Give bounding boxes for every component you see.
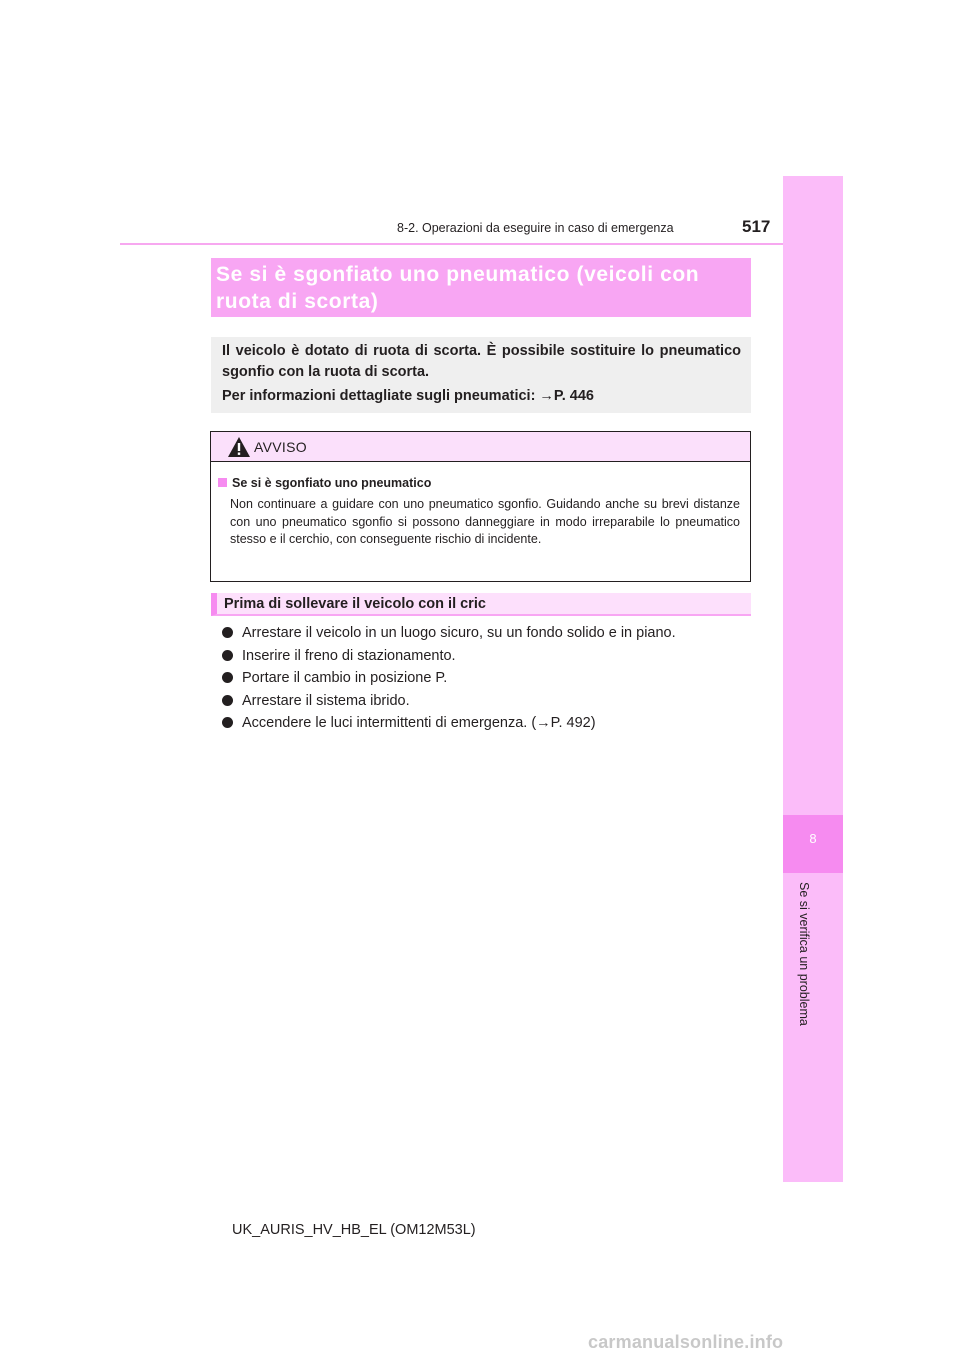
sub-heading — [211, 593, 751, 616]
warning-label: AVVISO — [254, 439, 307, 455]
warning-header — [211, 432, 750, 462]
warning-body: Non continuare a guidare con uno pneumatico sgonfio. Guidando anche su brevi distanze con uno pneumatico sgonfio si possono danneggiare in modo irreparabile lo pneumatico stesso e il cerchio, con conseguente rischio di incidente. — [230, 497, 740, 546]
chapter-label: Se si verifica un problema — [797, 882, 811, 1026]
bullet-dot-icon — [222, 650, 233, 661]
list-item — [222, 713, 676, 736]
list-item — [222, 623, 676, 646]
chapter-number: 8 — [809, 831, 817, 846]
list-item — [222, 691, 676, 714]
list-item-text: Arrestare il sistema ibrido. — [242, 692, 410, 709]
footer-code: UK_AURIS_HV_HB_EL (OM12M53L) — [232, 1222, 476, 1238]
warning-triangle-icon — [227, 436, 251, 458]
page-number: 517 — [742, 217, 771, 236]
list-item — [222, 668, 676, 691]
page-title-box — [211, 258, 751, 317]
chapter-side-tab[interactable] — [783, 176, 843, 1182]
chapter-number-tab — [783, 815, 843, 873]
intro-reference: Per informazioni dettagliate sugli pneumatici: →P. 446 — [222, 388, 594, 404]
list-item-text: Portare il cambio in posizione P. — [242, 670, 448, 686]
list-item-text: Arrestare il veicolo in un luogo sicuro, su un fondo solido e in piano. — [242, 625, 676, 641]
section-header: 8-2. Operazioni da eseguire in caso di emergenza — [397, 221, 674, 235]
bullet-dot-icon — [222, 717, 233, 728]
watermark[interactable]: carmanualsonline.info — [588, 1332, 784, 1352]
intro-box — [211, 337, 751, 413]
bullet-dot-icon — [222, 627, 233, 638]
warning-item-title — [218, 476, 431, 490]
list-item — [222, 646, 676, 669]
intro-text: Il veicolo è dotato di ruota di scorta. È possibile sostituire lo pneumatico sgonfio con la ruota di scorta. — [222, 343, 741, 380]
pink-square-icon — [218, 478, 227, 487]
list-item-text: Inserire il freno di stazionamento. — [242, 647, 456, 664]
list-item-text: Accendere le luci intermittenti di emergenza. (→P. 492) — [242, 715, 596, 731]
bullet-dot-icon — [222, 672, 233, 683]
warning-item-text: Se si è sgonfiato uno pneumatico — [232, 476, 432, 490]
bullet-dot-icon — [222, 695, 233, 706]
page-title: Se si è sgonfiato uno pneumatico (veicoli con ruota di scorta) — [216, 263, 700, 313]
header-rule — [120, 243, 842, 245]
bullet-list — [222, 623, 676, 736]
sub-heading-text: Prima di sollevare il veicolo con il cric — [224, 596, 486, 612]
warning-box — [210, 431, 751, 582]
